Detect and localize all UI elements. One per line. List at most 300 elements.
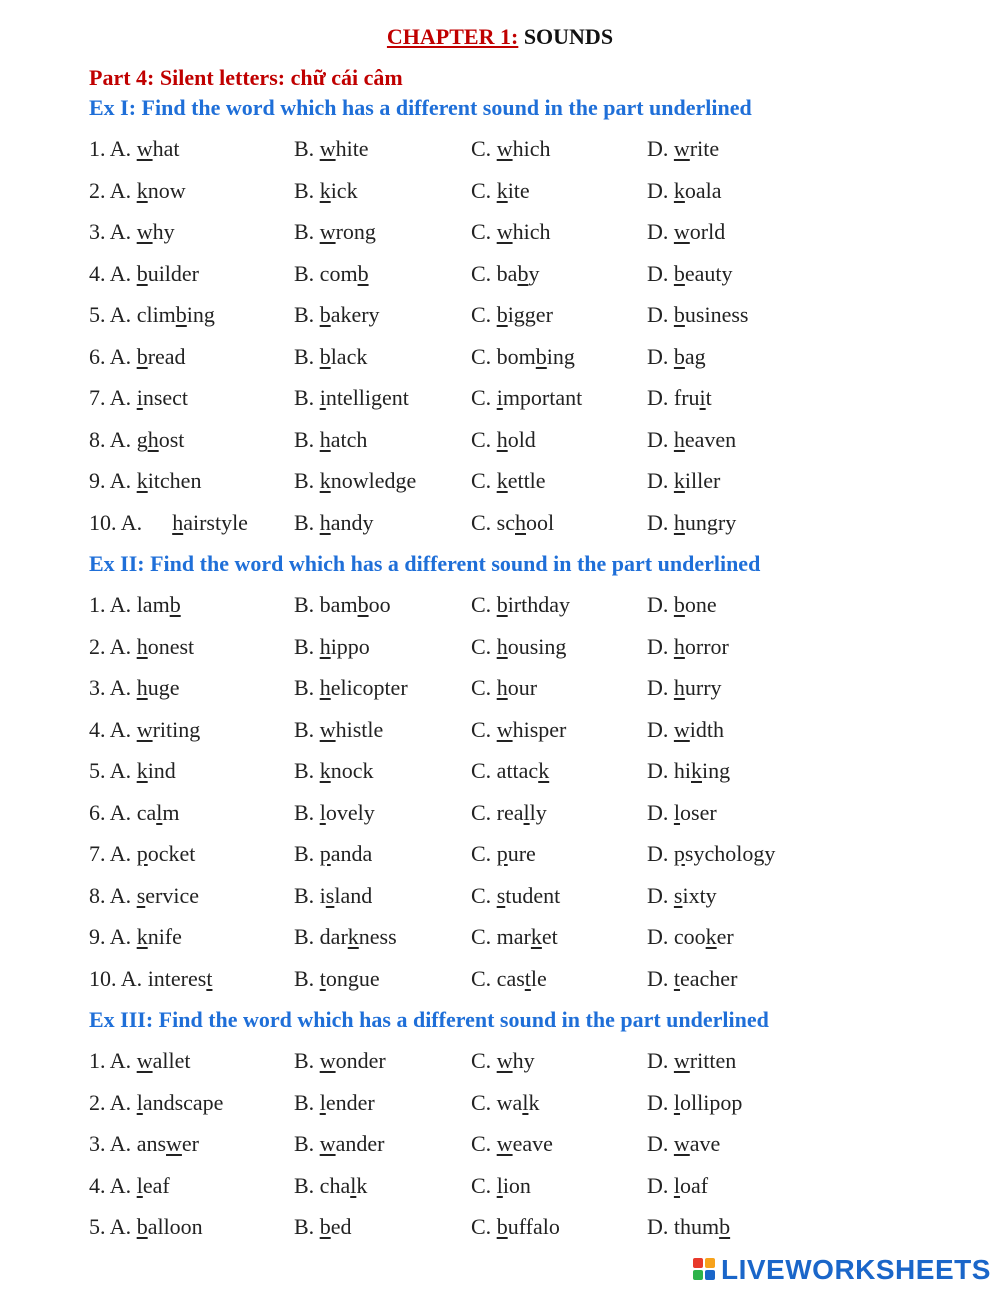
underlined-letter: b [319,302,331,327]
option-b [294,299,380,331]
question-row [0,465,1000,497]
underlined-letter: l [319,800,326,825]
underlined-letter: k [691,758,702,783]
underlined-letter: l [523,800,530,825]
option-text: g [136,427,148,452]
option-a [89,1128,199,1160]
option-text: B. [294,136,320,161]
option-text: alloon [147,1214,203,1239]
option-text: D. [647,178,674,203]
option-c [471,838,536,870]
option-text: hite [335,136,369,161]
underlined-letter: b [175,302,187,327]
option-text: ing [186,302,215,327]
question-row [0,631,1000,663]
option-text: ettle [507,468,546,493]
option-a [89,341,186,373]
underlined-letter: w [496,1048,513,1073]
option-c [471,216,550,248]
underlined-letter: w [673,1131,690,1156]
option-b [294,631,370,663]
underlined-letter: w [673,717,690,742]
option-c [471,1045,535,1077]
underlined-letter: p [319,841,331,866]
option-text: eave [512,1131,553,1156]
underlined-letter: h [319,634,331,659]
option-d [647,133,719,165]
option-text: ind [147,758,176,783]
underlined-letter: b [517,261,529,286]
option-c [471,963,547,995]
option-text: ca [136,800,157,825]
option-d [647,1170,708,1202]
option-text: B. [294,758,320,783]
underlined-letter: w [496,717,513,742]
question-row [0,672,1000,704]
option-text: D. [647,427,674,452]
option-text: B. [294,178,320,203]
option-text: hich [512,219,551,244]
option-a [89,133,179,165]
option-text: histle [335,717,384,742]
underlined-letter: i [319,385,326,410]
option-text: lam [136,592,170,617]
option-b [294,133,369,165]
option-text: riting [152,717,201,742]
option-text: D. fru [647,385,700,410]
question-number: 2. A. [89,634,137,659]
underlined-letter: k [673,468,685,493]
option-d [647,1211,730,1243]
option-text: B. cha [294,1173,351,1198]
option-text: B. [294,675,320,700]
underlined-letter: t [673,966,681,991]
underlined-letter: l [496,1173,503,1198]
option-text: one [684,592,717,617]
question-row [0,589,1000,621]
option-b [294,714,383,746]
chapter-title [0,22,1000,52]
option-a [89,1045,190,1077]
option-d [647,797,717,829]
question-number: 4. A. [89,1173,137,1198]
option-text: idth [689,717,725,742]
option-text: itchen [147,468,202,493]
option-d [647,921,734,953]
option-a [89,589,181,621]
option-a [89,755,176,787]
underlined-letter: h [496,675,508,700]
option-c [471,1087,539,1119]
underlined-letter: b [673,261,685,286]
option-text: onest [147,634,195,659]
exercise-title: Ex I: Find the word which has a different sound in the part underlined [89,95,752,120]
option-text: C. [471,427,497,452]
option-text: D. [647,966,674,991]
option-text: nowledge [330,468,417,493]
underlined-letter: l [136,1090,143,1115]
underlined-letter: h [147,427,159,452]
underlined-letter: b [319,344,331,369]
underlined-letter: b [719,1214,731,1239]
option-a [89,838,195,870]
option-text: ousing [507,634,567,659]
underlined-letter: t [524,966,531,991]
option-text: B. bam [294,592,358,617]
question-number: 8. A. [89,427,137,452]
chapter-label: CHAPTER 1: [386,24,519,49]
question-row [0,1087,1000,1119]
underlined-letter: w [496,1131,513,1156]
underlined-letter: h [319,510,331,535]
option-text: oala [684,178,722,203]
option-text: B. [294,219,320,244]
option-d [647,424,736,456]
question-number: 6. A. [89,344,137,369]
option-d [647,1045,736,1077]
option-text: C. [471,178,497,203]
option-text: allet [152,1048,191,1073]
underlined-letter: s [136,883,146,908]
option-text: C. ba [471,261,518,286]
question-row [0,382,1000,414]
question-row [0,755,1000,787]
option-text: ervice [145,883,199,908]
option-b [294,1045,386,1077]
underlined-letter: w [136,717,153,742]
underlined-letter: k [136,758,148,783]
option-text: D. [647,1131,674,1156]
underlined-letter: w [319,717,336,742]
underlined-letter: w [136,1048,153,1073]
option-text: C. [471,302,497,327]
option-text: D. [647,261,674,286]
underlined-letter: b [357,592,369,617]
option-text: C. sc [471,510,515,535]
underlined-letter: p [136,841,148,866]
option-a [89,299,215,331]
option-d [647,714,724,746]
option-c [471,921,558,953]
question-number: 5. A. [89,1214,137,1239]
part-title: Part 4: Silent letters: chữ cái câm [89,65,403,90]
option-text: k [356,1173,368,1198]
question-row [0,714,1000,746]
option-text: old [507,427,536,452]
option-d [647,672,722,704]
option-c [471,1211,560,1243]
option-text: D. [647,841,674,866]
option-text: C. [471,717,497,742]
question-row [0,507,1000,539]
option-text: mportant [502,385,583,410]
underlined-letter: w [319,219,336,244]
option-text: D. [647,1173,674,1198]
option-c [471,631,566,663]
option-text: ixty [682,883,717,908]
option-text: B. [294,841,320,866]
option-text: ender [325,1090,375,1115]
question-row [0,1128,1000,1160]
underlined-letter: b [673,302,685,327]
option-text: B. com [294,261,358,286]
underlined-letter: b [496,592,508,617]
question-number: 4. A. [89,261,137,286]
option-c [471,797,547,829]
option-text: ure [507,841,536,866]
option-c [471,424,536,456]
underlined-letter: h [673,634,685,659]
underlined-letter: i [699,385,706,410]
question-number: 1. A. [89,592,137,617]
option-text: B. [294,1090,320,1115]
option-b [294,963,380,995]
option-b [294,258,369,290]
option-text: ness [358,924,397,949]
option-text: m [162,800,180,825]
underlined-letter: k [319,178,331,203]
option-text: andscape [142,1090,224,1115]
option-text: B. [294,427,320,452]
option-text: C. mar [471,924,531,949]
underlined-letter: k [136,924,148,949]
option-a [89,880,199,912]
underlined-letter: t [206,966,213,991]
option-text: B. [294,634,320,659]
option-a [89,631,194,663]
option-text: orld [689,219,726,244]
option-text: sychology [684,841,776,866]
option-text: eacher [680,966,738,991]
option-text: y [528,261,540,286]
underlined-letter: k [538,758,550,783]
option-text: C. bom [471,344,536,369]
underlined-letter: b [496,302,508,327]
option-text: nock [330,758,374,783]
exercise-title: Ex II: Find the word which has a different sound in the part underlined [89,551,761,576]
option-text: D. [647,800,674,825]
option-a [89,216,175,248]
underlined-letter: k [319,468,331,493]
underlined-letter: k [496,178,508,203]
option-text: ritten [689,1048,737,1073]
question-row [0,838,1000,870]
underlined-letter: h [319,427,331,452]
option-b [294,1087,375,1119]
option-text: D. [647,675,674,700]
option-text: B. [294,1131,320,1156]
option-text: land [334,883,373,908]
option-text: elicopter [330,675,408,700]
option-b [294,1128,384,1160]
question-row [0,921,1000,953]
option-b [294,589,391,621]
option-b [294,507,373,539]
option-text: B. [294,344,320,369]
option-text: C. [471,1214,497,1239]
option-b [294,797,375,829]
question-number: 5. A. [89,302,137,327]
option-text: D. [647,344,674,369]
underlined-letter: s [496,883,506,908]
option-text: ntelligent [325,385,409,410]
option-b [294,341,367,373]
chapter-name: SOUNDS [523,24,614,49]
underlined-letter: k [530,924,542,949]
exercise-title: Ex III: Find the word which has a different sound in the part underlined [89,1007,769,1032]
option-a [89,797,179,829]
option-b [294,880,372,912]
underlined-letter: w [166,1131,182,1156]
option-text: ag [684,344,706,369]
option-text: C. [471,468,497,493]
option-d [647,382,712,414]
underlined-letter: h [515,510,526,535]
option-c [471,133,550,165]
option-text: D. [647,468,674,493]
option-d [647,341,706,373]
question-number: 7. A. [89,385,137,410]
question-row [0,1170,1000,1202]
option-text: D. [647,634,674,659]
option-text: hy [512,1048,535,1073]
option-c [471,1128,553,1160]
question-number: 10. A. [89,510,143,535]
option-b [294,382,409,414]
option-text: C. [471,841,497,866]
option-text: ippo [330,634,370,659]
option-text: eaven [684,427,737,452]
underlined-letter: b [136,261,148,286]
underlined-letter: k [136,468,148,493]
option-text: C. [471,634,497,659]
underlined-letter: w [319,1131,336,1156]
option-c [471,672,537,704]
question-number: 1. A. [89,1048,137,1073]
question-row [0,963,1000,995]
option-text: C. cas [471,966,525,991]
underlined-letter: l [136,1173,143,1198]
option-text: ion [502,1173,531,1198]
option-text: C. [471,592,497,617]
option-text: D. [647,1090,674,1115]
option-text: B. [294,1214,320,1239]
option-d [647,175,722,207]
option-a [89,1087,223,1119]
underlined-letter: t [319,966,326,991]
option-text: orror [684,634,729,659]
underlined-letter: w [496,219,513,244]
question-number: 1. A. [89,136,137,161]
question-row [0,797,1000,829]
underlined-letter: l [156,800,163,825]
underlined-letter: h [136,675,148,700]
underlined-letter: k [319,758,331,783]
question-row [0,1045,1000,1077]
option-b [294,216,376,248]
underlined-letter: b [136,1214,148,1239]
underlined-letter: k [347,924,359,949]
underlined-letter: p [496,841,508,866]
option-text: ly [529,800,547,825]
option-text: nife [147,924,182,949]
underlined-letter: l [673,1090,681,1115]
underlined-letter: b [535,344,547,369]
option-text: B. [294,468,320,493]
option-c [471,258,539,290]
option-text: D. [647,510,674,535]
underlined-letter: k [705,924,717,949]
question-number: 9. A. [89,924,137,949]
underlined-letter: b [673,592,685,617]
option-c [471,465,546,497]
option-text: eaf [142,1173,170,1198]
question-row [0,341,1000,373]
underlined-letter: h [673,510,685,535]
option-c [471,880,560,912]
option-text: et [541,924,558,949]
option-text: hat [152,136,180,161]
underlined-letter: h [136,634,148,659]
option-d [647,631,729,663]
option-text: D. [647,717,674,742]
option-c [471,299,553,331]
option-b [294,921,397,953]
underlined-letter: i [136,385,143,410]
option-a [89,672,179,704]
option-text: akery [330,302,380,327]
underlined-letter: b [169,592,181,617]
option-text: eauty [684,261,733,286]
option-text: read [147,344,186,369]
option-text: er [181,1131,199,1156]
option-text: C. attac [471,758,539,783]
option-text: C. wa [471,1090,523,1115]
logo-text: LIVEWORKSHEETS [721,1254,991,1285]
question-number: 5. A. [89,758,137,783]
question-number: 3. A. [89,1131,137,1156]
option-text: ave [689,1131,721,1156]
option-a [89,507,248,539]
option-text: D. hi [647,758,691,783]
option-text: t [705,385,712,410]
option-c [471,714,566,746]
option-text: uilder [147,261,200,286]
option-text: igger [507,302,553,327]
option-text: our [507,675,538,700]
question-row [0,216,1000,248]
option-text: iller [684,468,721,493]
underlined-letter: h [319,675,331,700]
underlined-letter: k [496,468,508,493]
question-number: 3. A. [89,675,137,700]
option-text: ungry [684,510,737,535]
underlined-letter: w [673,219,690,244]
option-c [471,589,570,621]
option-text: C. [471,883,497,908]
option-text: C. [471,219,497,244]
logo-icon [693,1258,717,1282]
option-text: ing [702,758,731,783]
option-text: urry [684,675,722,700]
question-number: 6. A. [89,800,137,825]
option-text: B. i [294,883,326,908]
option-text: D. [647,219,674,244]
option-b [294,1170,367,1202]
option-text: ick [330,178,358,203]
question-row [0,133,1000,165]
option-text: C. [471,1131,497,1156]
